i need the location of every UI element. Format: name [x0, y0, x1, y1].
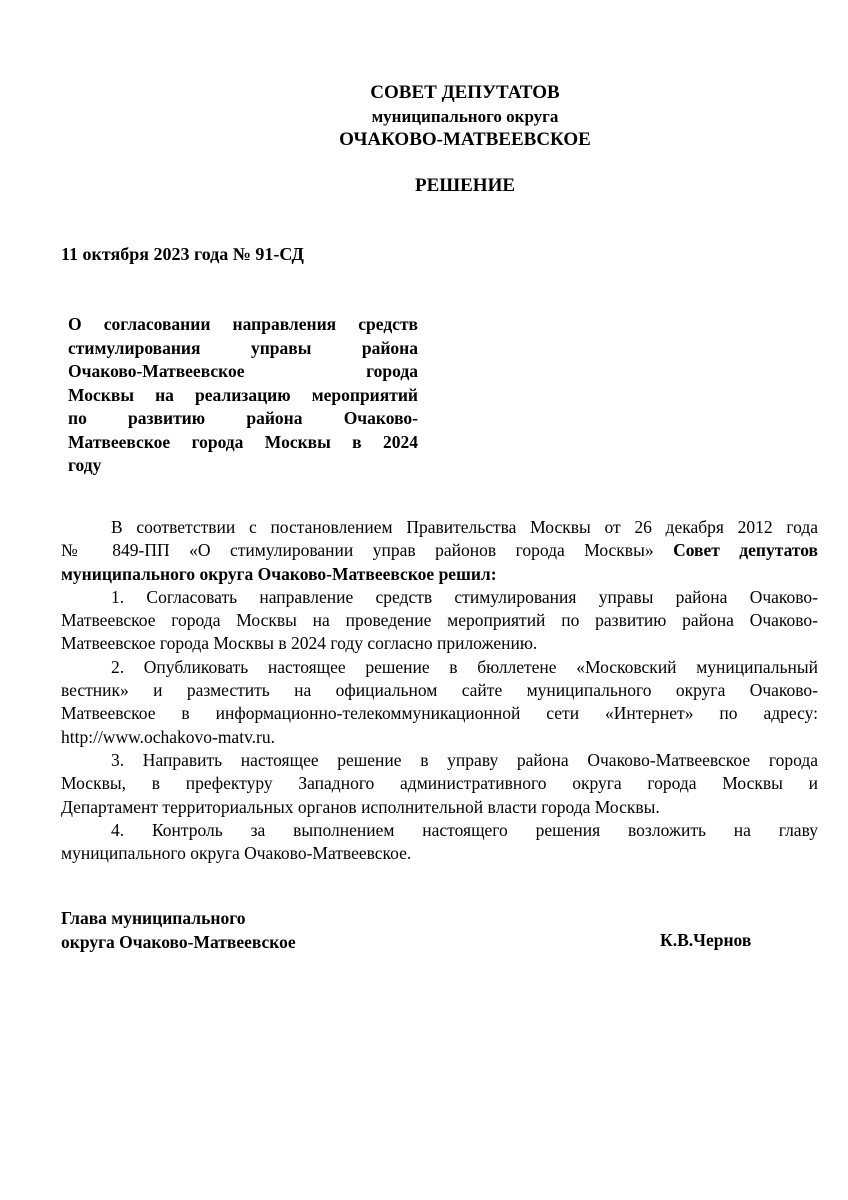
decision-subject [68, 313, 418, 478]
document-type-heading: РЕШЕНИЕ [414, 175, 516, 196]
subject-line: Очаково-Матвеевское города [68, 361, 418, 381]
item-4-line: муниципального округа Очаково-Матвеевское. [61, 843, 412, 864]
intro-resolved-line: муниципального округа Очаково-Матвеевское решил: [61, 563, 497, 584]
item-2-line: вестник» и разместить на официальном сайте муниципального округа Очаково- [61, 680, 818, 701]
council-title: СОВЕТ ДЕПУТАТОВ [370, 82, 560, 103]
decision-body [61, 516, 818, 865]
signatory-name: К.В.Чернов [660, 930, 752, 950]
item-1-line: Матвеевское города Москвы на проведение мероприятий по развитию района Очаково- [61, 610, 818, 631]
subject-line: Москвы на реализацию мероприятий [68, 384, 418, 405]
item-3-line: 3. Направить настоящее решение в управу района Очаково-Матвеевское города [111, 749, 818, 770]
signatory-title-line: Глава муниципального [61, 908, 246, 928]
item-2-line: Матвеевское в информационно-телекоммуникационной сети «Интернет» по адресу: [61, 703, 818, 724]
item-3-line: Департамент территориальных органов исполнительной власти города Москвы. [61, 796, 660, 817]
website-url: http://www.ochakovo-matv.ru. [61, 726, 276, 747]
subject-line: О согласовании направления средств [68, 314, 418, 334]
intro-text: № 849-ПП «О стимулировании управ районов города Москвы» [61, 540, 674, 561]
item-4-line: 4. Контроль за выполнением настоящего решения возложить на главу [111, 819, 818, 840]
subject-line: Матвеевское города Москвы в 2024 [68, 431, 418, 452]
item-3-line: Москвы, в префектуру Западного административного округа города Москвы и [61, 773, 818, 794]
decision-date-number: 11 октября 2023 года № 91-СД [61, 244, 304, 264]
item-1-line: 1. Согласовать направление средств стимулирования управы района Очаково- [111, 586, 818, 607]
council-subtitle: муниципального округа [371, 107, 559, 126]
subject-line: году [68, 455, 102, 475]
item-1-line: Матвеевское города Москвы в 2024 году согласно приложению. [61, 633, 538, 654]
intro-line [61, 539, 818, 562]
district-name: ОЧАКОВО-МАТВЕЕВСКОЕ [339, 129, 591, 150]
signatory-title [61, 906, 296, 954]
subject-line: по развитию района Очаково- [68, 408, 418, 428]
council-bold-text: Совет депутатов [673, 540, 818, 561]
subject-line: стимулирования управы района [68, 337, 418, 358]
item-2-line: 2. Опубликовать настоящее решение в бюллетене «Московский муниципальный [111, 656, 818, 677]
intro-line: В соответствии с постановлением Правительства Москвы от 26 декабря 2012 года [111, 517, 818, 537]
signatory-title-line: округа Очаково-Матвеевское [61, 932, 296, 952]
